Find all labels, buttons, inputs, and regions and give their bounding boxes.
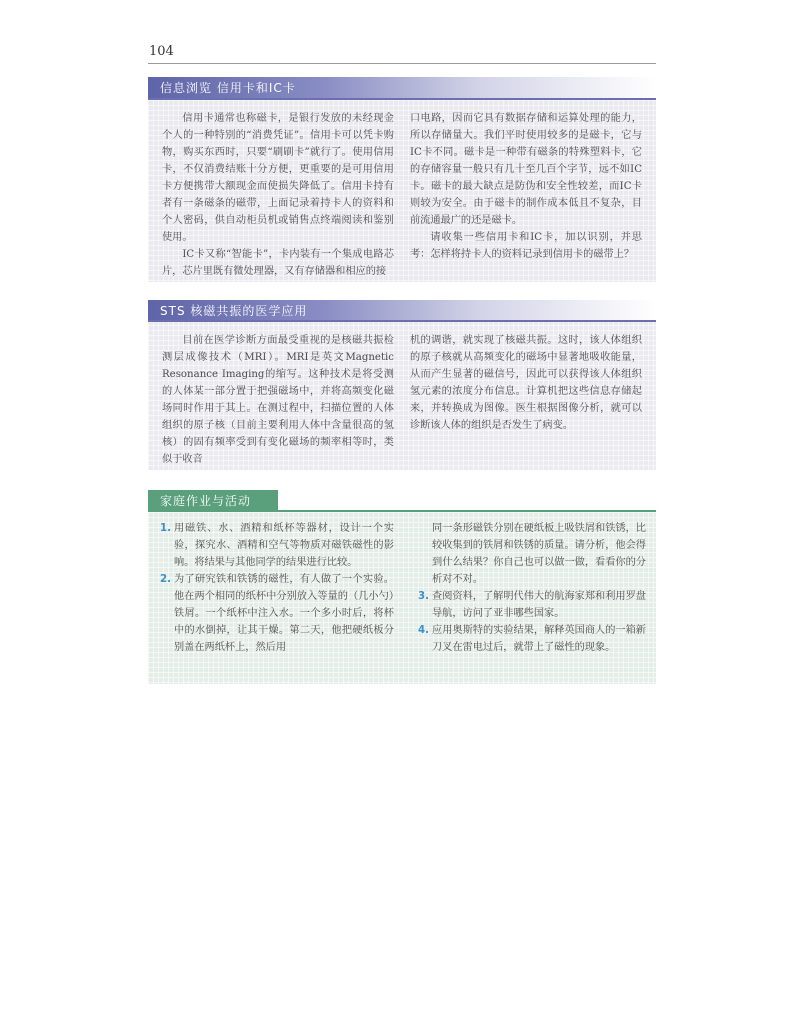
section-2-right-column xyxy=(410,332,642,434)
list-item xyxy=(418,622,646,656)
section-1-left-column xyxy=(162,110,394,280)
paragraph: IC卡又称“智能卡”，卡内装有一个集成电路芯片，芯片里既有微处理器，又有存储器和相应的接 xyxy=(162,249,394,277)
item-text: 查阅资料，了解明代伟大的航海家郑和利用罗盘导航，访问了亚非哪些国家。 xyxy=(432,591,646,619)
section-1-right-column xyxy=(410,110,642,263)
section-2-title: STS 核磁共振的医学应用 xyxy=(160,304,308,318)
paragraph: 口电路，因而它具有数据存储和运算处理的能力，所以存储量大。我们平时使用较多的是磁卡，它与IC卡不同。磁卡是一种带有磁条的特殊塑料卡，它的存储容量一般只有几十至几百个字节，远不如IC卡。磁卡的最大缺点是防伪和安全性较差，而IC卡则较为安全。由于磁卡的制作成本低且不复杂，目前流通最广的还是磁卡。 xyxy=(410,113,642,226)
item-text: 为了研究铁和铁锈的磁性，有人做了一个实验。他在两个相同的纸杯中分别放入等量的（几小勺）铁屑。一个纸杯中注入水。一个多小时后，将杯中的水倒掉，让其干燥。第二天，他把硬纸板分别盖在两纸杯上，然后用 xyxy=(174,574,394,653)
section-3-title: 家庭作业与活动 xyxy=(160,494,252,508)
paragraph: 信用卡通常也称磁卡，是银行发放的未经现金个人的一种特别的“消费凭证”。信用卡可以凭卡购物，购买东西时，只要“刷刷卡”就行了。使用信用卡，不仅消费结账十分方便，更重要的是可用信用卡方便携带大额现金而使损失降低了。信用卡持有者有一条磁条的磁带，上面记录着持卡人的资料和个人密码，供自动柜员机或销售点终端阅读和鉴别使用。 xyxy=(162,113,394,243)
paragraph: 目前在医学诊断方面最受重视的是核磁共振检测层成像技术（MRI）。MRI是英文Magnetic Resonance Imaging的缩写。这种技术是将受测的人体某一部分置于把强磁场中，并将高频变化磁场同时作用于其上。在测过程中，扫描位置的人体组织的原子核（目前主要利用人体中含量很高的氢核）的固有频率受到有变化磁场的频率相等时，类似于收音 xyxy=(162,335,394,465)
section-2-rule xyxy=(148,320,656,322)
section-2-left-column xyxy=(162,332,394,468)
item-number: 4. xyxy=(418,625,429,636)
section-1-header xyxy=(148,77,656,98)
item-text: 应用奥斯特的实验结果，解释英国商人的一箱新刀叉在雷电过后，就带上了磁性的现象。 xyxy=(432,625,646,653)
list-item xyxy=(418,588,646,622)
item-number xyxy=(418,520,432,588)
list-item xyxy=(160,571,394,656)
section-1-title: 信息浏览 信用卡和IC卡 xyxy=(160,81,296,95)
section-1-rule xyxy=(148,98,656,100)
paragraph: 请收集一些信用卡和IC卡，加以识别，并思考：怎样将持卡人的资料记录到信用卡的磁带上？ xyxy=(410,232,642,260)
section-3-header xyxy=(148,490,278,511)
homework-left-column xyxy=(160,520,394,656)
homework-right-column xyxy=(418,520,646,656)
item-text: 同一条形磁铁分别在硬纸板上吸铁屑和铁锈，比较收集到的铁屑和铁锈的质量。请分析，他会得到什么结果？你自己也可以做一做，看看你的分析对不对。 xyxy=(432,523,646,585)
item-number: 1. xyxy=(160,523,171,534)
list-item xyxy=(418,520,646,588)
section-3-rule xyxy=(148,510,656,512)
item-text: 用磁铁、水、酒精和纸杯等器材，设计一个实验，探究水、酒精和空气等物质对磁铁磁性的影响。将结果与其他同学的结果进行比较。 xyxy=(174,523,394,568)
list-item xyxy=(160,520,394,571)
item-number: 2. xyxy=(160,574,171,585)
paragraph: 机的调谐，就实现了核磁共振。这时，该人体组织的原子核就从高频变化的磁场中显著地吸收能量，从而产生显著的磁信号，因此可以获得该人体组织氢元素的浓度分布信息。计算机把这些信息存储起来，并转换成为图像。医生根据图像分析，就可以诊断该人体的组织是否发生了病变。 xyxy=(410,335,642,431)
section-2-header xyxy=(148,300,656,321)
top-rule xyxy=(148,63,656,64)
item-number: 3. xyxy=(418,591,429,602)
page-number: 104 xyxy=(149,44,174,59)
